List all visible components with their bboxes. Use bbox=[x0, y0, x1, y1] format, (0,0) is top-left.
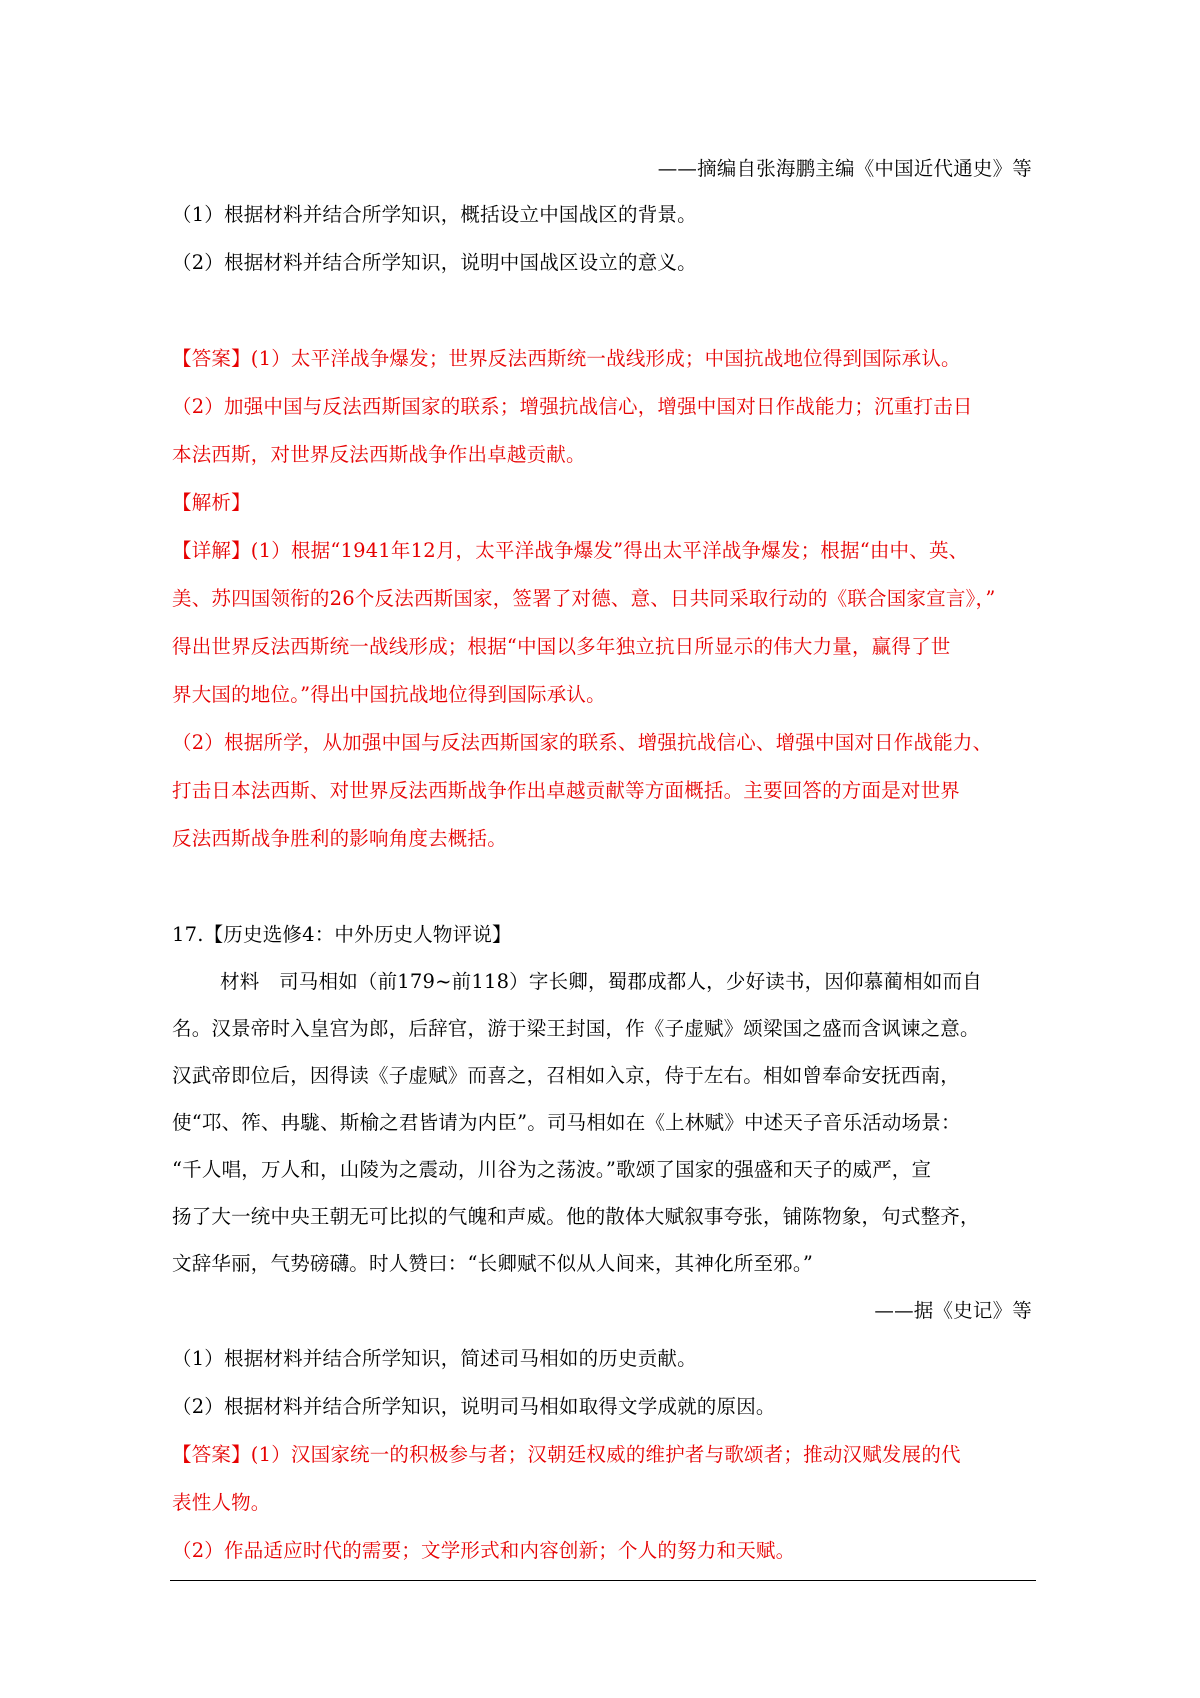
question-17-1: （1）根据材料并结合所学知识，简述司马相如的历史贡献。 bbox=[172, 1347, 697, 1370]
source-citation-17: ——据《史记》等 bbox=[874, 1299, 1032, 1322]
material-line-6: 扬了大一统中央王朝无可比拟的气魄和声威。他的散体大赋叙事夸张，铺陈物象，句式整齐， bbox=[172, 1205, 980, 1228]
material-line-2: 名。汉景帝时入皇宫为郎，后辞官，游于梁王封国，作《子虚赋》颂梁国之盛而含讽谏之意。 bbox=[172, 1017, 980, 1040]
material-line-3: 汉武帝即位后，因得读《子虚赋》而喜之，召相如入京，侍于左右。相如曾奉命安抚西南， bbox=[172, 1064, 961, 1087]
material-line-1: 材料 司马相如（前179~前118）字长卿，蜀郡成都人，少好读书，因仰慕蔺相如而自 bbox=[220, 970, 982, 993]
material-line-5: “千人唱，万人和，山陵为之震动，川谷为之荡波。”歌颂了国家的强盛和天子的威严，宣 bbox=[172, 1158, 932, 1181]
detail-line-4: 界大国的地位。”得出中国抗战地位得到国际承认。 bbox=[172, 683, 606, 706]
answer-2-line-2: 本法西斯，对世界反法西斯战争作出卓越贡献。 bbox=[172, 443, 586, 466]
question-1: （1）根据材料并结合所学知识，概括设立中国战区的背景。 bbox=[172, 203, 697, 226]
question-2: （2）根据材料并结合所学知识，说明中国战区设立的意义。 bbox=[172, 251, 697, 274]
material-line-4: 使“邛、筰、冉駹、斯榆之君皆请为内臣”。司马相如在《上林赋》中述天子音乐活动场景： bbox=[172, 1111, 961, 1134]
answer-1: 【答案】(1）太平洋战争爆发；世界反法西斯统一战线形成；中国抗战地位得到国际承认。 bbox=[172, 347, 961, 370]
answer-17-2: （2）作品适应时代的需要；文学形式和内容创新；个人的努力和天赋。 bbox=[172, 1539, 796, 1562]
footer-divider bbox=[170, 1580, 1036, 1581]
answer-17-1-line-1: 【答案】(1）汉国家统一的积极参与者；汉朝廷权威的维护者与歌颂者；推动汉赋发展的代 bbox=[172, 1443, 961, 1466]
material-line-7: 文辞华丽，气势磅礴。时人赞曰：“长卿赋不似从人间来，其神化所至邪。” bbox=[172, 1252, 813, 1275]
detail-line-6: 打击日本法西斯、对世界反法西斯战争作出卓越贡献等方面概括。主要回答的方面是对世界 bbox=[172, 779, 961, 802]
detail-line-5: （2）根据所学，从加强中国与反法西斯国家的联系、增强抗战信心、增强中国对日作战能力、 bbox=[172, 731, 993, 754]
question-17-heading: 17.【历史选修4：中外历史人物评说】 bbox=[172, 923, 512, 946]
detail-line-2: 美、苏四国领衔的26个反法西斯国家，签署了对德、意、日共同采取行动的《联合国家宣言》，” bbox=[172, 587, 996, 610]
question-17-2: （2）根据材料并结合所学知识，说明司马相如取得文学成就的原因。 bbox=[172, 1395, 776, 1418]
answer-17-1-line-2: 表性人物。 bbox=[172, 1491, 271, 1514]
detail-line-3: 得出世界反法西斯统一战线形成；根据“中国以多年独立抗日所显示的伟大力量，赢得了世 bbox=[172, 635, 951, 658]
source-citation: ——摘编自张海鹏主编《中国近代通史》等 bbox=[657, 157, 1032, 180]
detail-line-7: 反法西斯战争胜利的影响角度去概括。 bbox=[172, 827, 507, 850]
detail-line-1: 【详解】(1）根据“1941年12月，太平洋战争爆发”得出太平洋战争爆发；根据“由中、英、 bbox=[172, 539, 969, 562]
analysis-label: 【解析】 bbox=[172, 491, 251, 514]
answer-2-line-1: （2）加强中国与反法西斯国家的联系；增强抗战信心，增强中国对日作战能力；沉重打击日 bbox=[172, 395, 973, 418]
